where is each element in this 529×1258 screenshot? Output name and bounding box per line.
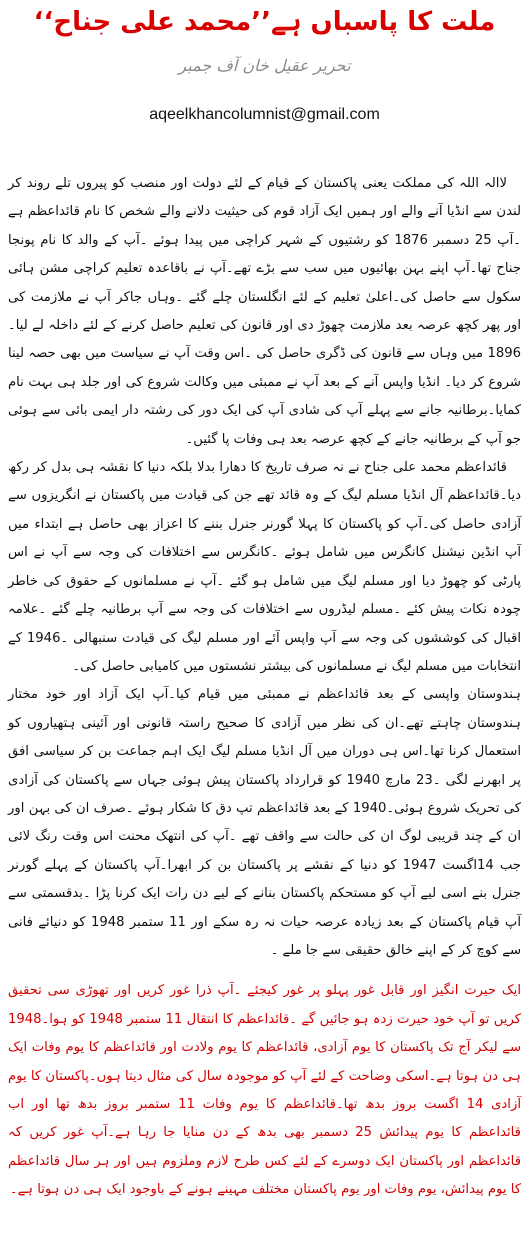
highlight-paragraph: ایک حیرت انگیز اور قابل غور پہلو پر غور کیجئے ۔آپ ذرا غور کریں اور تھوڑی سی تحقیق کریں تو آپ خود حیرت زدہ ہو جائیں گے ۔قائداعظم کا انتقال 11 ستمبر 1948 کو ہوا۔1948 سے لیکر آج تک پاکستان کا یوم آزادی، قائداعظم کا یوم ولادت اور قائداعظم کا یوم وفات ایک ہی دن ہوتا ہے۔اسکی وضاحت کے لئے آپ کو موجودہ سال کی مثال دیتا ہوں۔پاکستان کا یوم آزادی 14 اگست بروز بدھ تھا۔قائداعظم کا یوم وفات 11 ستمبر بروز بدھ تھا اور اب قائداعظم کا یوم پیدائش 25 دسمبر بھی بدھ کے دن منایا جا رہا ہے۔آپ غور کریں کہ قائداعظم اور پاکستان ایک دوسرے کے لئے کس طرح لازم وملزوم ہیں اور ہر سال قائداعظم کا یوم پیدائش، یوم وفات اور یوم پاکستان مختلف مہینے ہونے کے باوجود ایک ہی دن ہوتا ہے۔ [8,983,522,1198]
author-byline: تحریر عقیل خان آف جمبر [178,56,351,75]
paragraph: قائداعظم محمد علی جناح نے نہ صرف تاریخ کا دھارا بدلا بلکہ دنیا کا نقشہ ہی بدل کر رکھ دیا۔قائداعظم آل انڈیا مسلم لیگ کے وہ قائد تھے جن کی قیادت میں پاکستان نے انگریزوں سے آزادی حاصل کی۔آپ کو پاکستان کا پہلا گورنر جنرل بننے کا اعزاز بھی حاصل ہے ابتداء میں آپ انڈین نیشنل کانگرس میں شامل ہوئے ۔کانگرس سے اختلافات کی وجہ سے آپ نے اس پارٹی کو چھوڑ دیا اور مسلم لیگ میں شامل ہو گئے ۔آپ نے مسلمانوں کے حقوق کی خاطر چودہ نکات پیش کئے ۔مسلم لیڈروں سے اختلافات کی وجہ سے آپ برطانیہ چلے گئے ۔علامہ اقبال کی کوششوں کی وجہ سے آپ واپس آئے اور مسلم لیگ کی قیادت سنبھالی ۔1946 کے انتخابات میں مسلم لیگ نے مسلمانوں کی بیشتر نشستوں میں کامیابی حاصل کی۔ [8,460,521,674]
paragraph: لاالہ اللہ کی مملکت یعنی پاکستان کے قیام کے لئے دولت اور منصب کو پیروں تلے روند کر لندن سے انڈیا آنے والے اور ہمیں ایک آزاد قوم کی حیثیت دلانے والے شخص کا نام قائداعظم ہے ۔آپ 25 دسمبر 1876 کو رشتیوں کے شہر کراچی میں پیدا ہوئے ۔آپ کے والد کا نام پونجا جناح تھا۔آپ اپنے بہن بھائیوں میں سب سے بڑے تھے۔آپ نے باقاعدہ تعلیم کراچی مشن ہائی سکول سے حاصل کی۔اعلیٰ تعلیم کے لئے انگلستان چلے گئے ۔وہاں جاکر آپ نے ملازمت کی اور پھر کچھ عرصہ بعد ملازمت چھوڑ دی اور قانون کی تعلیم حاصل کرنے کے لئے داخلہ لے لیا۔1896 میں وہاں سے قانون کی ڈگری حاصل کی ۔اس وقت آپ نے سیاست میں بھی حصہ لینا شروع کر دیا۔ انڈیا واپس آنے کے بعد آپ نے ممبئی میں وکالت شروع کی اور جلد ہی بہت نام کمایا۔برطانیہ جانے سے پہلے آپ کی شادی آپ کی ایک دور کی رشتہ دار ایمی بائی سے ہوئی جو آپ کے برطانیہ جانے کے کچھ عرصہ بعد ہی وفات پا گئیں۔ [8,176,521,447]
article-body [8,170,521,1205]
paragraph: ہندوستان واپسی کے بعد قائداعظم نے ممبئی میں قیام کیا۔آپ ایک آزاد اور خود مختار ہندوستان چاہتے تھے۔ان کی نظر میں آزادی کا صحیح راستہ قانونی اور آئینی ہتھیاروں کو استعمال کرنا تھا۔اس ہی دوران میں آل انڈیا مسلم لیگ ایک اہم جماعت بن کر سیاسی افق پر ابھرنے لگی ۔23 مارچ 1940 کو قرارداد پاکستان پیش ہوئی جہاں سے پاکستان کی آزادی کی تحریک شروع ہوئی۔1940 کے بعد قائداعظم تپ دق کا شکار ہوئے ۔صرف ان کی بہن اور ان کے چند قریبی لوگ ان کی حالت سے واقف تھے ۔آپ کی انتھک محنت اس وقت رنگ لائی جب 14اگست 1947 کو دنیا کے نقشے پر پاکستان بن کر ابھرا۔آپ پاکستان کے پہلے گورنر جنرل بنے اسی لیے آپ کو مستحکم پاکستان بنانے کے لیے دن رات ایک کرنا پڑا ۔بدقسمتی سے آپ قیام پاکستان کے بعد زیادہ عرصہ حیات نہ رہ سکے اور 11 ستمبر 1948 کو دنیائے فانی سے کوچ کر کے اپنے خالق حقیقی سے جا ملے ۔ [8,687,522,958]
article-title: ملت کا پاسباں ہے’’محمد علی جناح‘‘ [33,7,496,37]
author-email: aqeelkhancolumnist@gmail.com [149,106,380,123]
